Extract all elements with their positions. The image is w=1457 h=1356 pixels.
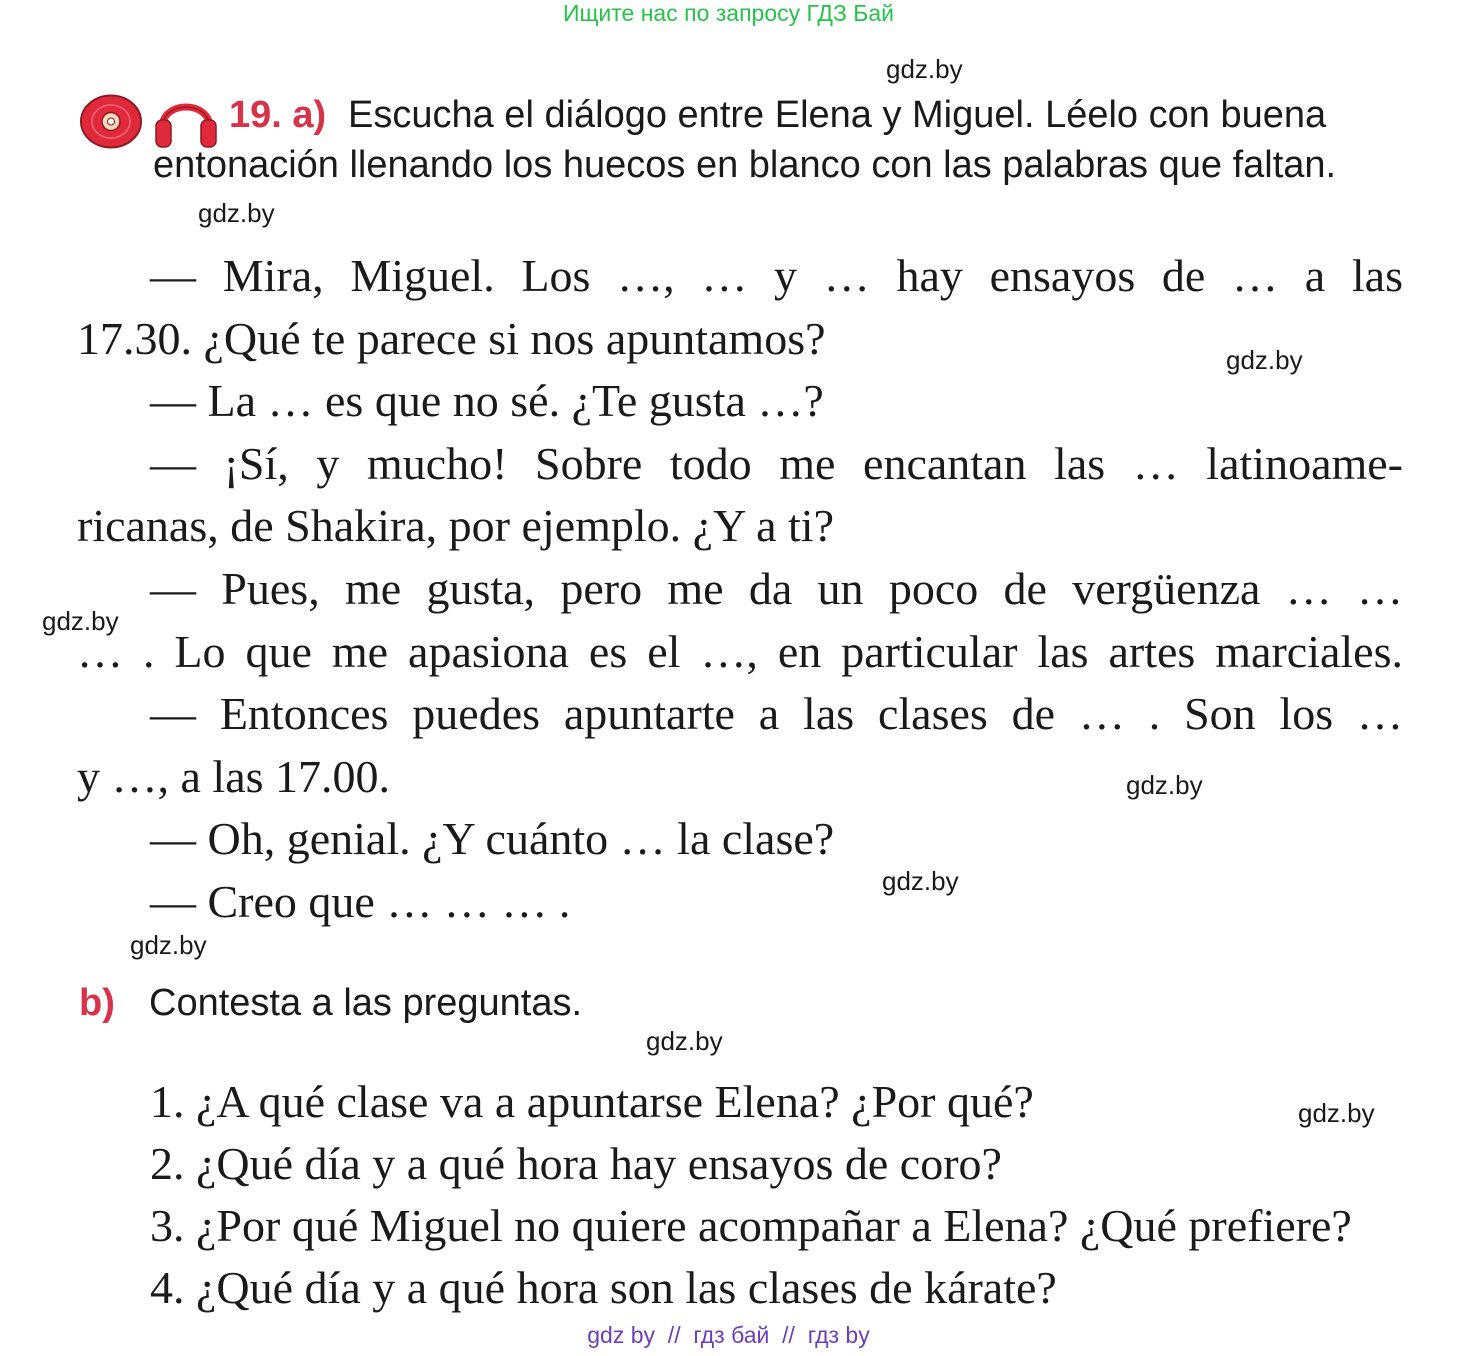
part-b-label: b) bbox=[79, 982, 115, 1024]
footer-watermark: gdz by // гдз бай // гдз by bbox=[587, 1322, 870, 1348]
watermark: gdz.by bbox=[198, 198, 275, 228]
watermark: gdz.by bbox=[130, 930, 207, 960]
question-item: 2. ¿Qué día y a qué hora hay ensayos de coro? bbox=[150, 1138, 1002, 1189]
dialogue-line: — La … es que no sé. ¿Te gusta …? bbox=[150, 375, 824, 426]
dialogue-line: — Oh, genial. ¿Y cuánto … la clase? bbox=[150, 813, 835, 864]
watermark: gdz.by bbox=[646, 1026, 723, 1056]
dialogue-line: — ¡Sí, y mucho! Sobre todo me encantan las … latinoame- bbox=[150, 438, 1403, 489]
dialogue-line: 17.30. ¿Qué te parece si nos apuntamos? bbox=[77, 313, 826, 364]
exercise-instruction-line2: entonación llenando los huecos en blanco con las palabras que faltan. bbox=[153, 144, 1337, 186]
dialogue-line: … . Lo que me apasiona es el …, en particular las artes marciales. bbox=[77, 626, 1403, 677]
question-item: 4. ¿Qué día y a qué hora son las clases de kárate? bbox=[150, 1262, 1057, 1313]
search-banner: Ищите нас по запросу ГДЗ Бай bbox=[562, 0, 895, 26]
dialogue-line: — Creo que … … … . bbox=[150, 876, 571, 927]
watermark: gdz.by bbox=[1298, 1098, 1375, 1128]
dialogue-line: ricanas, de Shakira, por ejemplo. ¿Y a ti? bbox=[77, 500, 835, 551]
watermark: gdz.by bbox=[886, 54, 963, 84]
exercise-number: 19. a) bbox=[229, 94, 327, 136]
question-item: 1. ¿A qué clase va a apuntarse Elena? ¿Por qué? bbox=[150, 1076, 1034, 1127]
dialogue-line: y …, a las 17.00. bbox=[77, 751, 391, 802]
watermark: gdz.by bbox=[42, 606, 119, 636]
watermark: gdz.by bbox=[1226, 345, 1303, 375]
dialogue-line: — Pues, me gusta, pero me da un poco de vergüenza … … bbox=[150, 563, 1403, 614]
question-item: 3. ¿Por qué Miguel no quiere acompañar a Elena? ¿Qué prefiere? bbox=[150, 1200, 1352, 1251]
part-b-instruction: Contesta a las preguntas. bbox=[149, 982, 583, 1024]
cd-disc-icon bbox=[79, 94, 143, 149]
dialogue-line: — Mira, Miguel. Los …, … y … hay ensayos de … a las bbox=[150, 250, 1403, 301]
watermark: gdz.by bbox=[1126, 770, 1203, 800]
watermark: gdz.by bbox=[882, 866, 959, 896]
exercise-instruction-line1: Escucha el diálogo entre Elena y Miguel. Léelo con buena bbox=[348, 94, 1327, 136]
headphones-icon bbox=[153, 90, 219, 150]
dialogue-line: — Entonces puedes apuntarte a las clases de … . Son los … bbox=[150, 688, 1403, 739]
